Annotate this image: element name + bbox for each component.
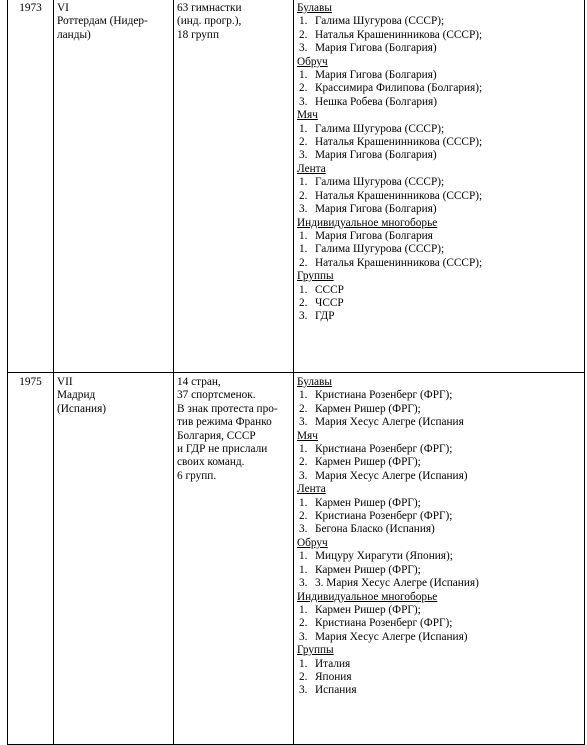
- athlete-name: Мицуру Хирагути (Япония);: [315, 550, 453, 563]
- place-number: 3.: [299, 577, 308, 590]
- athlete-name: ЧССР: [315, 296, 344, 309]
- list-item: [297, 523, 581, 536]
- list-item: [297, 684, 581, 697]
- place-number: 1.: [299, 657, 308, 670]
- list-item: [297, 577, 581, 590]
- list-item: [297, 550, 581, 563]
- event-category: Обруч: [297, 536, 328, 549]
- place-cell: [54, 0, 174, 373]
- event-category: Группы: [297, 644, 334, 657]
- place-number: 2.: [299, 136, 308, 149]
- championship-results-table: [7, 0, 585, 745]
- athlete-name: Мария Гигова (Болгария: [315, 229, 433, 242]
- place-number: 3.: [299, 42, 308, 55]
- event-category: Обруч: [297, 55, 328, 68]
- athlete-name: Кармен Ришер (ФРГ);: [315, 402, 421, 415]
- winners-list: [297, 443, 581, 483]
- athlete-name: Мария Хесус Алегре (Испания): [315, 469, 468, 482]
- place-number: 1.: [299, 550, 308, 563]
- place-number: 2.: [299, 189, 308, 202]
- participants-line: Болгария, СССР: [177, 429, 256, 442]
- list-item: [297, 443, 581, 456]
- place-number: 1.: [299, 229, 308, 242]
- athlete-name: Галима Шугурова (СССР);: [315, 122, 445, 135]
- list-item: [297, 69, 581, 82]
- list-item: [297, 29, 581, 42]
- table-row: [8, 373, 585, 745]
- place-line: VI: [57, 2, 69, 14]
- athlete-name: Галима Шугурова (СССР);: [315, 243, 445, 256]
- place-number: 2.: [299, 28, 308, 41]
- participants-cell: [174, 373, 294, 745]
- participants-line: 6 групп.: [177, 469, 217, 482]
- athlete-name: Мария Гигова (Болгария): [315, 69, 437, 82]
- athlete-name: Кристиана Розенберг (ФРГ);: [315, 443, 453, 456]
- participants-line: и ГДР не прислали: [177, 443, 268, 456]
- list-item: [297, 564, 581, 577]
- year-cell: 1973: [8, 0, 54, 373]
- place-number: 1.: [299, 563, 308, 576]
- place-line: VII: [57, 376, 73, 388]
- place-cell: [54, 373, 174, 745]
- place-number: 2.: [299, 256, 308, 269]
- year-cell: 1975: [8, 373, 54, 745]
- athlete-name: Кристиана Розенберг (ФРГ);: [315, 510, 453, 523]
- event-category: Лента: [297, 483, 326, 496]
- athlete-name: Галима Шугурова (СССР);: [315, 176, 445, 189]
- place-line: Роттердам (Нидер-: [57, 15, 148, 28]
- participants-line: тив режима Франко: [177, 416, 272, 429]
- list-item: [297, 149, 581, 162]
- table-row: [8, 0, 585, 373]
- list-item: [297, 416, 581, 429]
- athlete-name: Галима Шугурова (СССР);: [315, 15, 445, 28]
- athlete-name: Кармен Ришер (ФРГ);: [315, 563, 421, 576]
- event-category: Индивидуальное многоборье: [297, 216, 438, 229]
- list-item: [297, 310, 581, 323]
- athlete-name: Наталья Крашенинникова (СССР);: [315, 136, 483, 149]
- results-cell: [294, 0, 585, 373]
- place-line: Мадрид: [57, 389, 96, 402]
- list-item: [297, 470, 581, 483]
- athlete-name: Мария Гигова (Болгария): [315, 149, 437, 162]
- place-line: (Испания): [57, 402, 107, 415]
- place-number: 1.: [299, 122, 308, 135]
- place-number: 3.: [299, 95, 308, 108]
- list-item: [297, 284, 581, 297]
- place-number: 2.: [299, 402, 308, 415]
- place-line: ланды): [57, 28, 91, 41]
- winners-list: [297, 550, 581, 590]
- list-item: [297, 658, 581, 671]
- winners-list: [297, 604, 581, 644]
- list-item: [297, 96, 581, 109]
- place-number: 3.: [299, 416, 308, 429]
- participants-line: В знак протеста про-: [177, 402, 278, 415]
- list-item: [297, 230, 581, 243]
- list-item: [297, 510, 581, 523]
- list-item: [297, 403, 581, 416]
- event-category: Булавы: [297, 2, 332, 14]
- results-cell: [294, 373, 585, 745]
- place-number: 2.: [299, 456, 308, 469]
- event-category: Индивидуальное многоборье: [297, 590, 438, 603]
- place-number: 1.: [299, 283, 308, 296]
- athlete-name: Мария Хесус Алегре (Испания: [315, 416, 464, 429]
- list-item: [297, 42, 581, 55]
- event-category: Лента: [297, 162, 326, 175]
- list-item: [297, 203, 581, 216]
- event-category: Группы: [297, 270, 334, 283]
- winners-list: [297, 389, 581, 429]
- participants-line: (инд. прогр.),: [177, 15, 242, 28]
- winners-list: [297, 123, 581, 163]
- place-number: 2.: [299, 510, 308, 523]
- place-number: 1.: [299, 443, 308, 456]
- participants-line: 14 стран,: [177, 376, 221, 388]
- athlete-name: Мария Хесус Алегре (Испания): [315, 630, 468, 643]
- place-number: 2.: [299, 296, 308, 309]
- athlete-name: СССР: [315, 283, 344, 296]
- athlete-name: Испания: [315, 684, 357, 697]
- athlete-name: 3. Мария Хесус Алегре (Испания): [315, 577, 479, 590]
- list-item: [297, 82, 581, 95]
- participants-line: 37 спортсменок.: [177, 389, 256, 402]
- athlete-name: Кармен Ришер (ФРГ);: [315, 603, 421, 616]
- winners-list: [297, 176, 581, 216]
- athlete-name: Италия: [315, 657, 351, 670]
- place-number: 1.: [299, 15, 308, 28]
- list-item: [297, 136, 581, 149]
- athlete-name: Мария Гигова (Болгария): [315, 42, 437, 55]
- place-number: 2.: [299, 82, 308, 95]
- place-number: 1.: [299, 243, 308, 256]
- athlete-name: Кристиана Розенберг (ФРГ);: [315, 389, 453, 402]
- event-category: Мяч: [297, 429, 318, 442]
- place-number: 3.: [299, 203, 308, 216]
- athlete-name: Мария Гигова (Болгария): [315, 203, 437, 216]
- place-number: 3.: [299, 310, 308, 323]
- winners-list: [297, 658, 581, 698]
- athlete-name: Кармен Ришер (ФРГ);: [315, 456, 421, 469]
- list-item: [297, 297, 581, 310]
- list-item: [297, 631, 581, 644]
- place-number: 1.: [299, 389, 308, 402]
- list-item: [297, 123, 581, 136]
- participants-line: своих команд.: [177, 456, 245, 469]
- list-item: [297, 456, 581, 469]
- list-item: [297, 257, 581, 270]
- participants-cell: [174, 0, 294, 373]
- winners-list: [297, 497, 581, 537]
- winners-list: [297, 69, 581, 109]
- place-number: 3.: [299, 523, 308, 536]
- place-number: 3.: [299, 469, 308, 482]
- athlete-name: Красcимира Филипова (Болгария);: [315, 82, 483, 95]
- athlete-name: Кармен Ришер (ФРГ);: [315, 496, 421, 509]
- athlete-name: Япония: [315, 670, 352, 683]
- participants-line: 63 гимнастки: [177, 2, 242, 14]
- list-item: [297, 389, 581, 402]
- winners-list: [297, 230, 581, 270]
- place-number: 2.: [299, 670, 308, 683]
- list-item: [297, 671, 581, 684]
- place-number: 2.: [299, 617, 308, 630]
- athlete-name: Нешка Робева (Болгария): [315, 95, 437, 108]
- event-category: Булавы: [297, 376, 332, 388]
- place-number: 1.: [299, 496, 308, 509]
- list-item: [297, 176, 581, 189]
- athlete-name: Наталья Крашенинникова (СССР);: [315, 256, 483, 269]
- winners-list: [297, 15, 581, 55]
- list-item: [297, 15, 581, 28]
- participants-line: 18 групп: [177, 28, 219, 41]
- winners-list: [297, 284, 581, 324]
- place-number: 1.: [299, 176, 308, 189]
- list-item: [297, 617, 581, 630]
- athlete-name: Наталья Крашенинникова (СССР);: [315, 189, 483, 202]
- place-number: 3.: [299, 149, 308, 162]
- place-number: 3.: [299, 630, 308, 643]
- place-number: 1.: [299, 69, 308, 82]
- athlete-name: Бегона Бласко (Испания): [315, 523, 435, 536]
- list-item: [297, 190, 581, 203]
- place-number: 1.: [299, 603, 308, 616]
- event-category: Мяч: [297, 109, 318, 122]
- list-item: [297, 497, 581, 510]
- athlete-name: Наталья Крашенинникова (СССР);: [315, 28, 483, 41]
- athlete-name: ГДР: [315, 310, 335, 323]
- athlete-name: Кристиана Розенберг (ФРГ);: [315, 617, 453, 630]
- list-item: [297, 604, 581, 617]
- list-item: [297, 243, 581, 256]
- place-number: 3.: [299, 684, 308, 697]
